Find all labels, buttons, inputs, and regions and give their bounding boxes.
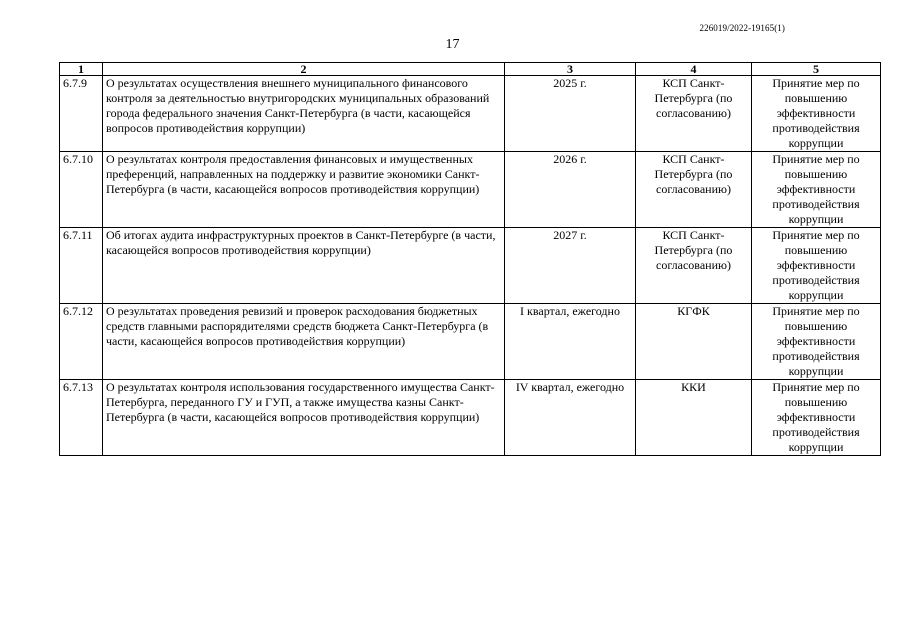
column-header-3: 3 (505, 63, 636, 76)
item-title: О результатах контроля использования государственного имущества Санкт-Петербурга, переданного ГУ и ГУП, а также имущества казны Санкт-Петербурга (в части, касающейся вопросов противодействия коррупции) (103, 380, 505, 456)
column-header-1: 1 (60, 63, 103, 76)
item-term: 2025 г. (505, 76, 636, 152)
table-row (60, 76, 881, 152)
table-row (60, 380, 881, 456)
item-number: 6.7.13 (60, 380, 103, 456)
item-term: 2027 г. (505, 228, 636, 304)
column-header-4: 4 (636, 63, 752, 76)
column-header-5: 5 (752, 63, 881, 76)
item-title: Об итогах аудита инфраструктурных проектов в Санкт-Петербурге (в части, касающейся вопросов противодействия коррупции) (103, 228, 505, 304)
column-header-2: 2 (103, 63, 505, 76)
item-result: Принятие мер по повышению эффективности противодействия коррупции (752, 152, 881, 228)
table-row (60, 152, 881, 228)
item-executor: КГФК (636, 304, 752, 380)
page-number: 17 (445, 37, 460, 52)
item-executor: КСП Санкт-Петербурга (по согласованию) (636, 228, 752, 304)
item-result: Принятие мер по повышению эффективности противодействия коррупции (752, 228, 881, 304)
item-executor: КСП Санкт-Петербурга (по согласованию) (636, 152, 752, 228)
item-term: IV квартал, ежегодно (505, 380, 636, 456)
item-executor: ККИ (636, 380, 752, 456)
item-result: Принятие мер по повышению эффективности противодействия коррупции (752, 380, 881, 456)
item-title: О результатах проведения ревизий и проверок расходования бюджетных средств главными распорядителями средств бюджета Санкт-Петербурга (в части, касающейся вопросов противодействия коррупции) (103, 304, 505, 380)
table-header-row (60, 63, 881, 76)
measures-table (59, 62, 881, 456)
document-id: 226019/2022-19165(1) (699, 23, 785, 33)
item-number: 6.7.9 (60, 76, 103, 152)
item-result: Принятие мер по повышению эффективности противодействия коррупции (752, 76, 881, 152)
table-row (60, 228, 881, 304)
item-term: 2026 г. (505, 152, 636, 228)
item-number: 6.7.10 (60, 152, 103, 228)
table-row (60, 304, 881, 380)
item-title: О результатах контроля предоставления финансовых и имущественных преференций, направленных на поддержку и развитие экономики Санкт-Петербурга (в части, касающейся вопросов противодействия коррупции) (103, 152, 505, 228)
item-term: I квартал, ежегодно (505, 304, 636, 380)
item-number: 6.7.11 (60, 228, 103, 304)
item-number: 6.7.12 (60, 304, 103, 380)
item-executor: КСП Санкт-Петербурга (по согласованию) (636, 76, 752, 152)
item-title: О результатах осуществления внешнего муниципального финансового контроля за деятельностью внутригородских муниципальных образований города федерального значения Санкт-Петербурга (в части, касающейся вопросов противодействия коррупции) (103, 76, 505, 152)
item-result: Принятие мер по повышению эффективности противодействия коррупции (752, 304, 881, 380)
